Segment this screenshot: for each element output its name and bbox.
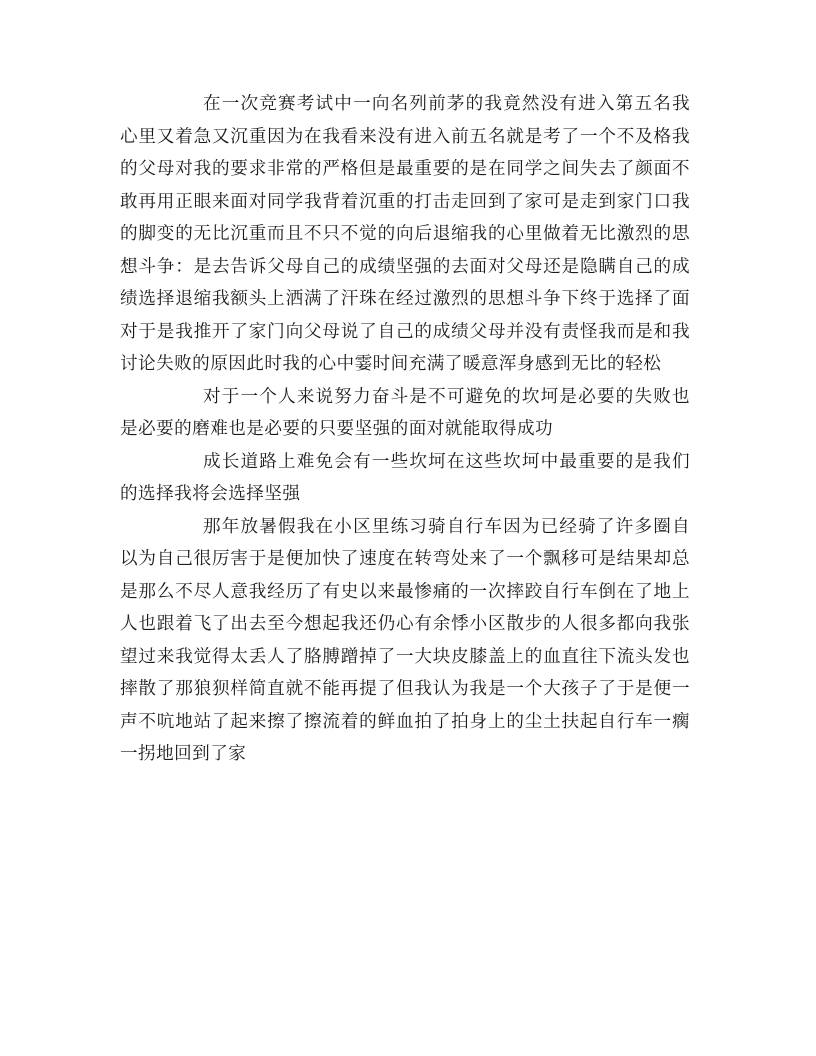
paragraph-3: 成长道路上难免会有一些坎坷在这些坎坷中最重要的是我们的选择我将会选择坚强	[120, 451, 690, 504]
paragraph-2: 对于一个人来说努力奋斗是不可避免的坎坷是必要的失败也是必要的磨难也是必要的只要坚强的面对就能取得成功	[120, 386, 690, 439]
document-body	[120, 88, 690, 771]
paragraph-4: 那年放暑假我在小区里练习骑自行车因为已经骑了许多圈自以为自己很厉害于是便加快了速度在转弯处来了一个飘移可是结果却总是那么不尽人意我经历了有史以来最惨痛的一次摔跤自行车倒在了地上人也跟着飞了出去至今想起我还仍心有余悸小区散步的人很多都向我张望过来我觉得太丢人了胳膊蹭掉了一大块皮膝盖上的血直往下流头发也摔散了那狼狈样简直就不能再提了但我认为我是一个大孩子了于是便一声不吭地站了起来擦了擦流着的鲜血拍了拍身上的尘土扶起自行车一瘸一拐地回到了家	[120, 516, 690, 764]
paragraph-1: 在一次竞赛考试中一向名列前茅的我竟然没有进入第五名我心里又着急又沉重因为在我看来没有进入前五名就是考了一个不及格我的父母对我的要求非常的严格但是最重要的是在同学之间失去了颜面不敢再用正眼来面对同学我背着沉重的打击走回到了家可是走到家门口我的脚变的无比沉重而且不只不觉的向后退缩我的心里做着无比激烈的思想斗争：是去告诉父母自己的成绩坚强的去面对父母还是隐瞒自己的成绩选择退缩我额头上洒满了汗珠在经过激烈的思想斗争下终于选择了面对于是我推开了家门向父母说了自己的成绩父母并没有责怪我而是和我讨论失败的原因此时我的心中霎时间充满了暖意浑身感到无比的轻松	[120, 94, 690, 374]
